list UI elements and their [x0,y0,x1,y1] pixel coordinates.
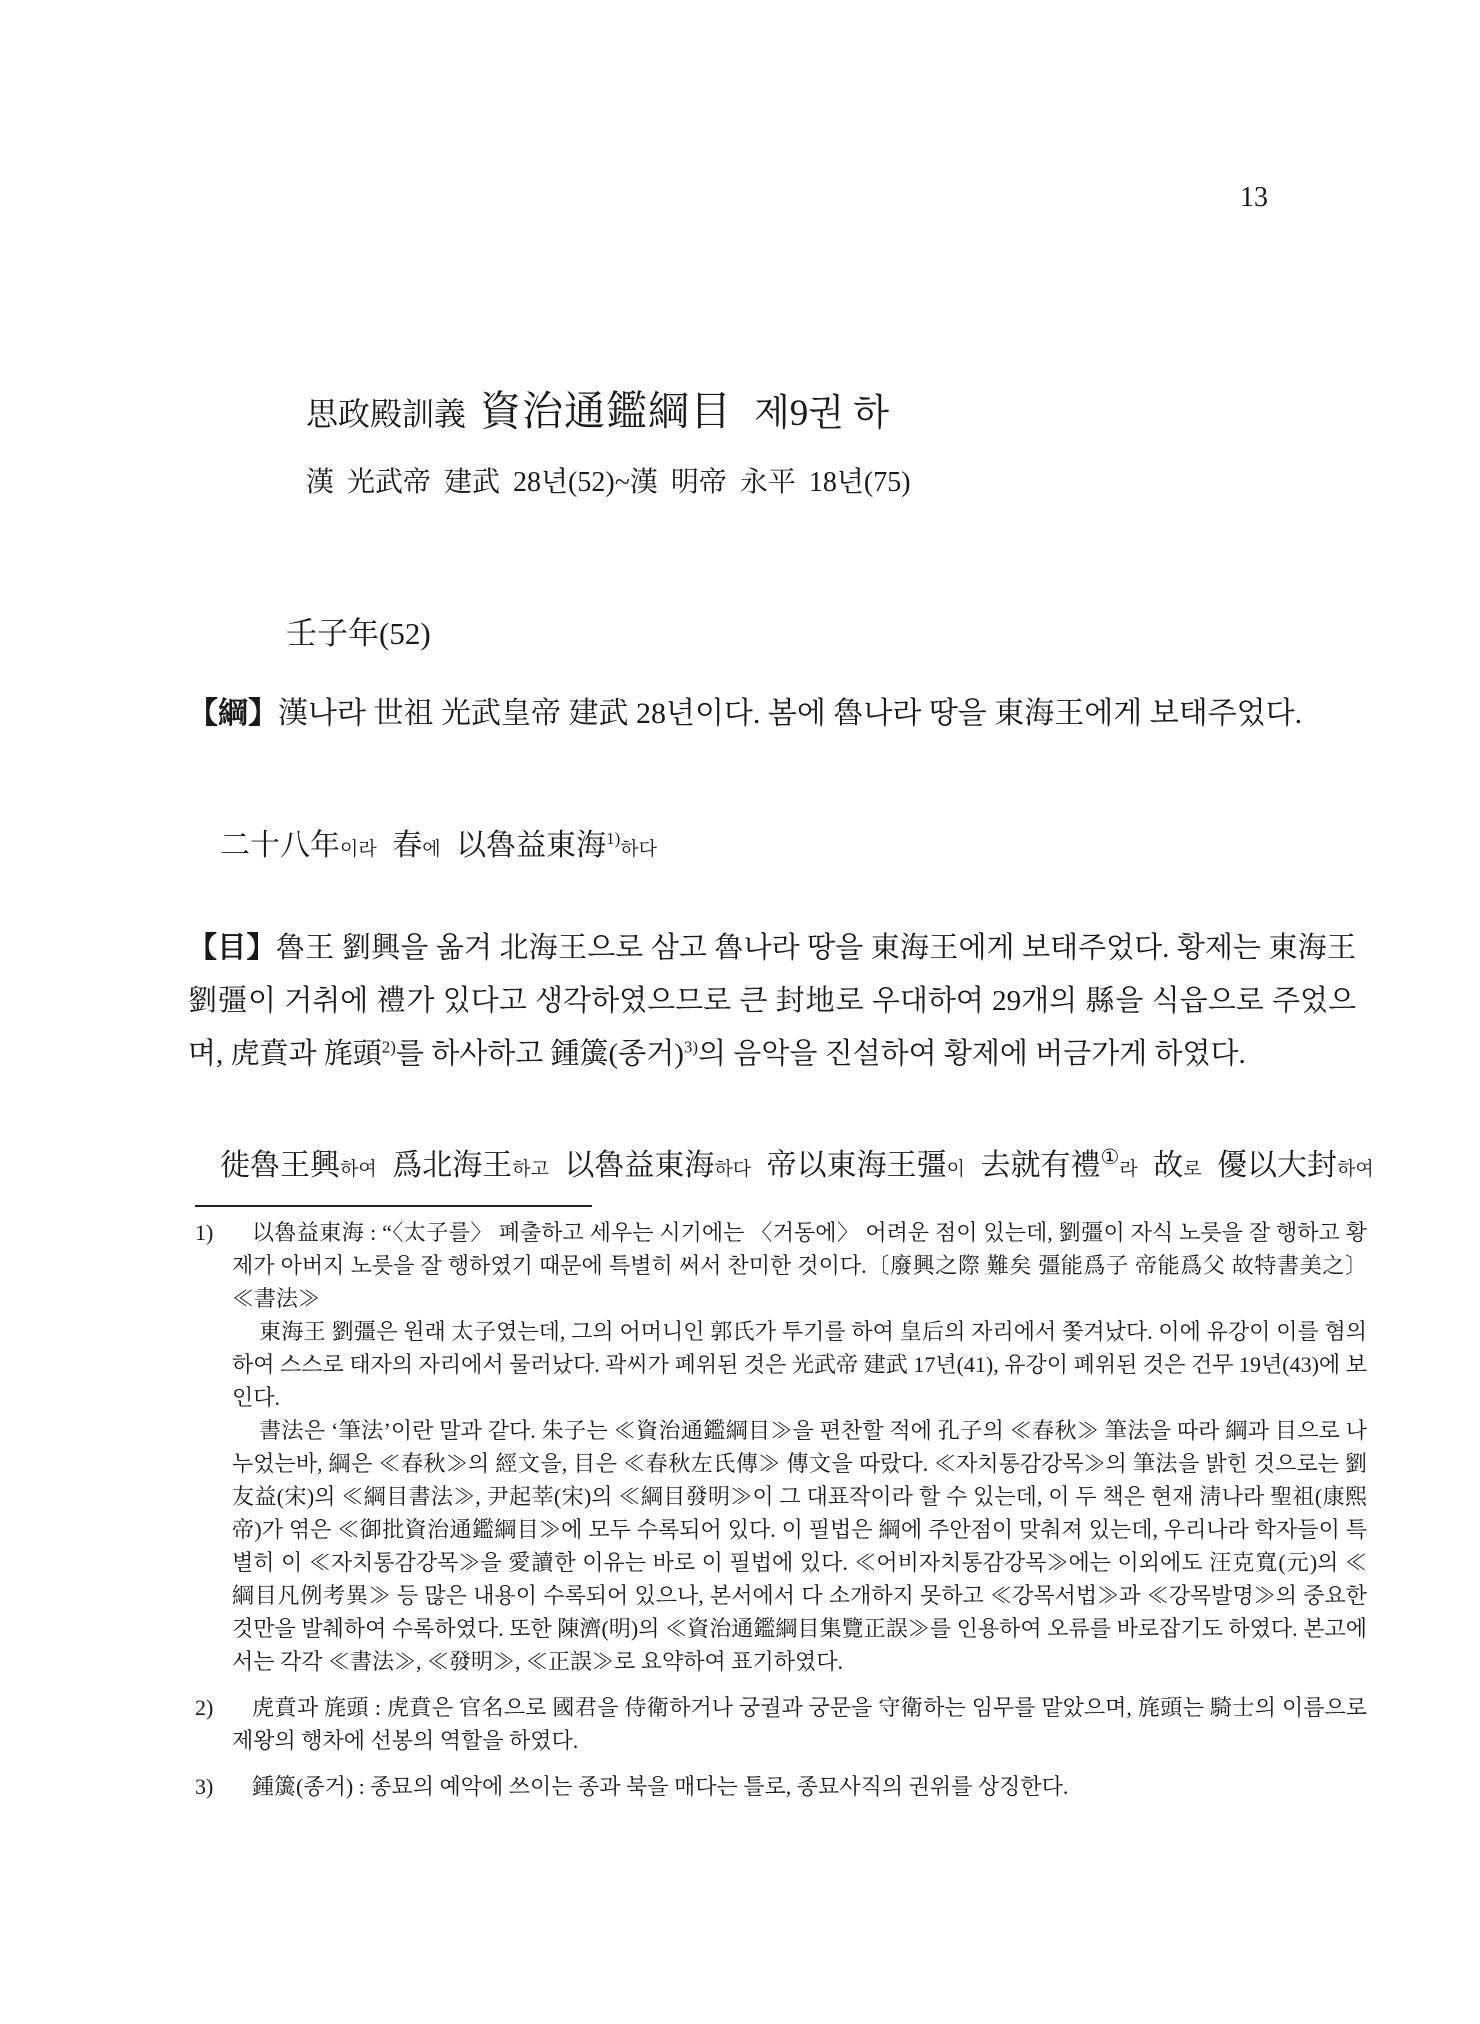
footnote-item-3 [195,1770,1367,1803]
gang-text: 漢나라 世祖 光武皇帝 建武 28년이다. 봄에 魯나라 땅을 東海王에게 보태주었다. [278,697,1303,730]
footnote-separator [195,1205,592,1207]
footnote-item-1 [195,1216,1367,1678]
gang-paragraph [188,678,1354,749]
subtitle-period: 漢 光武帝 建武 28년(52)~漢 明帝 永平 18년(75) [306,467,911,498]
footnote-paragraph: 以魯益東海 : “〈太子를〉 폐출하고 세우는 시기에는 〈거동에〉 어려운 점이 있는데, 劉彊이 자식 노릇을 잘 행하고 황제가 아버지 노릇을 잘 행하였기 때문에 특별히 써서 찬미한 것이다.〔廢興之際 難矣 彊能爲子 帝能爲父 故特書美之〕 ≪書法≫ [232,1220,1367,1311]
page-title [306,378,889,437]
title-main: 資治通鑑綱目 [480,388,733,434]
mok-text: 魯王 劉興을 옮겨 北海王으로 삼고 魯나라 땅을 東海王에게 보태주었다. 황제는 東海王 劉彊이 거취에 禮가 있다고 생각하였으므로 큰 封地로 우대하여 29개의 縣을 식읍으로 주었으며, 虎賁과 旄頭$^{2)}$를 하사하고 鍾簴(종거)$^{3)}$의 음악을 진설하여 황제에 버금가게 하였다. [188,932,1356,1070]
title-prefix: 思政殿訓義 [306,396,467,432]
footnote-paragraph: 東海王 劉彊은 원래 太子였는데, 그의 어머니인 郭氏가 투기를 하여 皇后의 자리에서 쫓겨났다. 이에 유강이 이를 혐의하여 스스로 태자의 자리에서 물러났다. 곽씨가 폐위된 것은 光武帝 建武 17년(41), 유강이 폐위된 것은 건무 19년(43)에 보인다. [232,1319,1367,1410]
footnotes-section [195,1216,1367,1803]
classical-text-line-2: 徙魯王興하여 爲北海王하고 以魯益東海하다 帝以東海王彊이 去就有禮①라 故로 優以大封하여 [220,1145,1374,1182]
footnote-marker: 3) [195,1774,214,1799]
title-volume: 제9권 하 [754,393,889,434]
footnote-marker: 2) [195,1695,214,1720]
year-heading: 壬子年(52) [286,616,431,651]
mok-paragraph [188,922,1356,1081]
mok-marker: 【目】 [188,932,276,964]
classical-text-line-1: 二十八年이라 春에 以魯益東海$^{1)}$하다 [220,829,657,862]
footnote-item-2 [195,1691,1367,1757]
footnote-paragraph: 鍾簴(종거) : 종묘의 예악에 쓰이는 종과 북을 매다는 틀로, 종묘사직의 권위를 상징한다. [252,1774,1069,1799]
footnote-paragraph: 虎賁과 旄頭 : 虎賁은 官名으로 國君을 侍衛하거나 궁궐과 궁문을 守衛하는 임무를 맡았으며, 旄頭는 騎士의 이름으로 제왕의 행차에 선봉의 역할을 하였다. [232,1695,1367,1753]
footnote-paragraph: 書法은 ‘筆法’이란 말과 같다. 朱子는 ≪資治通鑑綱目≫을 편찬할 적에 孔子의 ≪春秋≫ 筆法을 따라 綱과 目으로 나누었는바, 綱은 ≪春秋≫의 經文을, 目은 ≪春秋左氏傳≫ 傳文을 따랐다. ≪자치통감강목≫의 筆法을 밝힌 것으로는 劉友益(宋)의 ≪綱目書法≫, 尹起莘(宋)의 ≪綱目發明≫이 그 대표작이라 할 수 있는데, 이 두 책은 현재 淸나라 聖祖(康熙帝)가 엮은 ≪御批資治通鑑綱目≫에 모두 수록되어 있다. 이 필법은 綱에 주안점이 맞춰져 있는데, 우리나라 학자들이 특별히 이 ≪자치통감강목≫을 愛讀한 이유는 바로 이 필법에 있다. ≪어비자치통감강목≫에는 이외에도 汪克寬(元)의 ≪綱目凡例考異≫ 등 많은 내용이 수록되어 있으나, 본서에서 다 소개하지 못하고 ≪강목서법≫과 ≪강목발명≫의 중요한 것만을 발췌하여 수록하였다. 또한 陳濟(明)의 ≪資治通鑑綱目集覽正誤≫를 인용하여 오류를 바로잡기도 하였다. 본고에서는 각각 ≪書法≫, ≪發明≫, ≪正誤≫로 요약하여 표기하였다. [232,1418,1367,1674]
page-number: 13 [1240,182,1268,213]
footnote-marker: 1) [195,1220,214,1245]
gang-marker: 【綱】 [188,697,278,730]
